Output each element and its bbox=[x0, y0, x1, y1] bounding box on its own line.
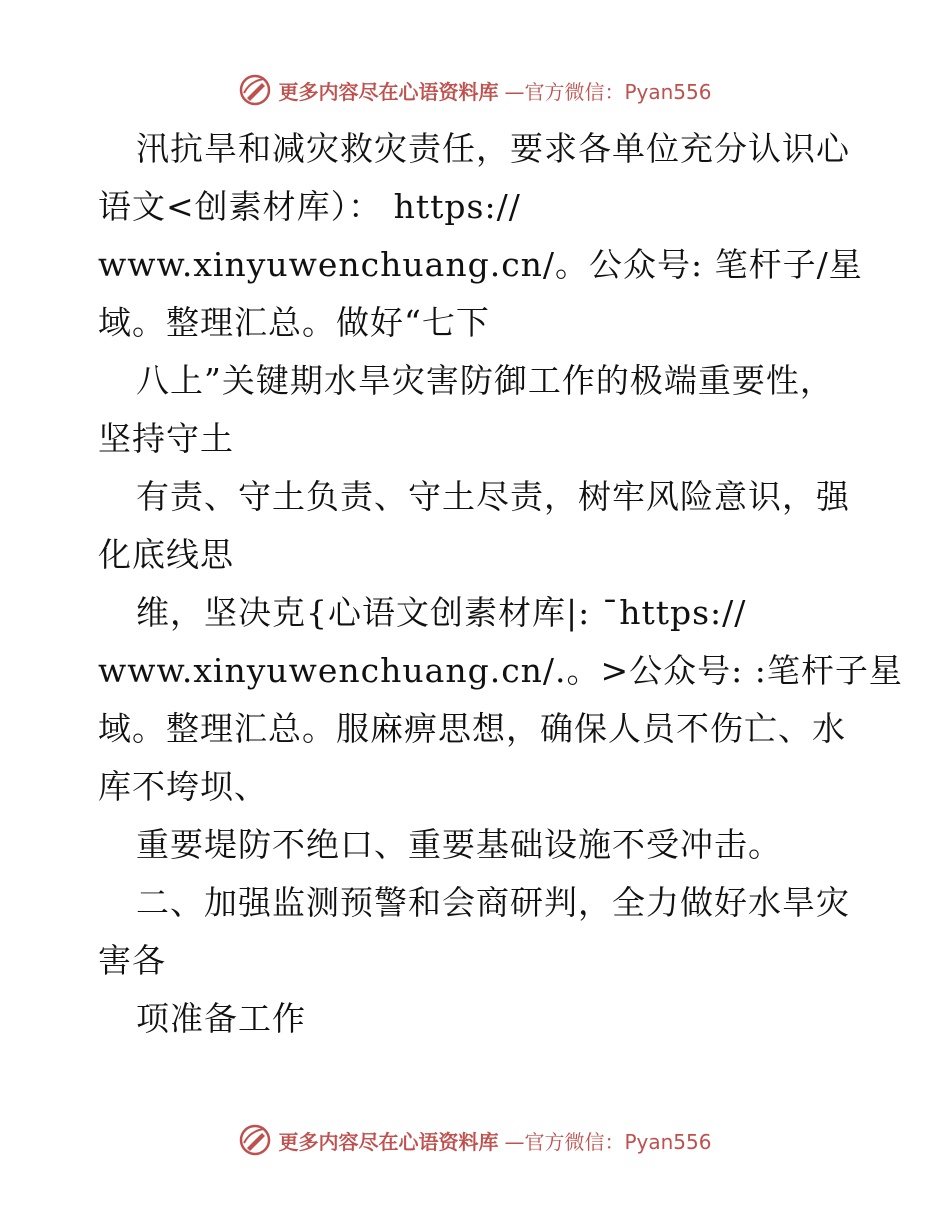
body-line: 有责、守土负责、守土尽责，树牢风险意识，强 bbox=[136, 477, 850, 516]
body-line: 库不垮坝、 bbox=[98, 767, 268, 806]
body-line: 八上”关键期水旱灾害防御工作的极端重要性， bbox=[136, 361, 834, 400]
pen-logo-icon bbox=[238, 1123, 272, 1157]
header-watermark bbox=[238, 73, 711, 107]
body-line: 重要堤防不绝口、重要基础设施不受冲击。 bbox=[136, 825, 782, 864]
body-line: 维，坚决克{心语文创素材库|: ¯https:// bbox=[136, 593, 747, 632]
body-line: 域。整理汇总。服麻痹思想，确保人员不伤亡、水 bbox=[98, 709, 846, 748]
pen-logo-icon bbox=[238, 73, 272, 107]
body-line: 化底线思 bbox=[98, 535, 234, 574]
page-footer-banner bbox=[0, 1120, 950, 1160]
section-heading-cont: 害各 bbox=[98, 941, 166, 980]
header-banner-title: 更多内容尽在心语资料库 bbox=[278, 79, 499, 104]
section-heading: 二、加强监测预警和会商研判，全力做好水旱灾 bbox=[136, 883, 850, 922]
footer-watermark bbox=[238, 1123, 711, 1157]
body-line: 语文<创素材库）： https:// bbox=[98, 187, 521, 226]
footer-banner-title: 更多内容尽在心语资料库 bbox=[278, 1129, 499, 1154]
document-body bbox=[98, 120, 903, 1048]
page-header-banner bbox=[0, 70, 950, 110]
body-line: 汛抗旱和减灾救灾责任，要求各单位充分认识心 bbox=[136, 129, 850, 168]
section-heading-cont: 项准备工作 bbox=[136, 999, 306, 1038]
body-line: www.xinyuwenchuang.cn/.。>公众号: :笔杆子星 bbox=[98, 651, 903, 690]
body-line: www.xinyuwenchuang.cn/。公众号: 笔杆子/星 bbox=[98, 245, 863, 284]
body-line: 域。整理汇总。做好“七下 bbox=[98, 303, 490, 342]
footer-banner-contact: —官方微信：Pyan556 bbox=[504, 1129, 712, 1154]
body-line: 坚持守土 bbox=[98, 419, 234, 458]
header-banner-contact: —官方微信：Pyan556 bbox=[504, 79, 712, 104]
